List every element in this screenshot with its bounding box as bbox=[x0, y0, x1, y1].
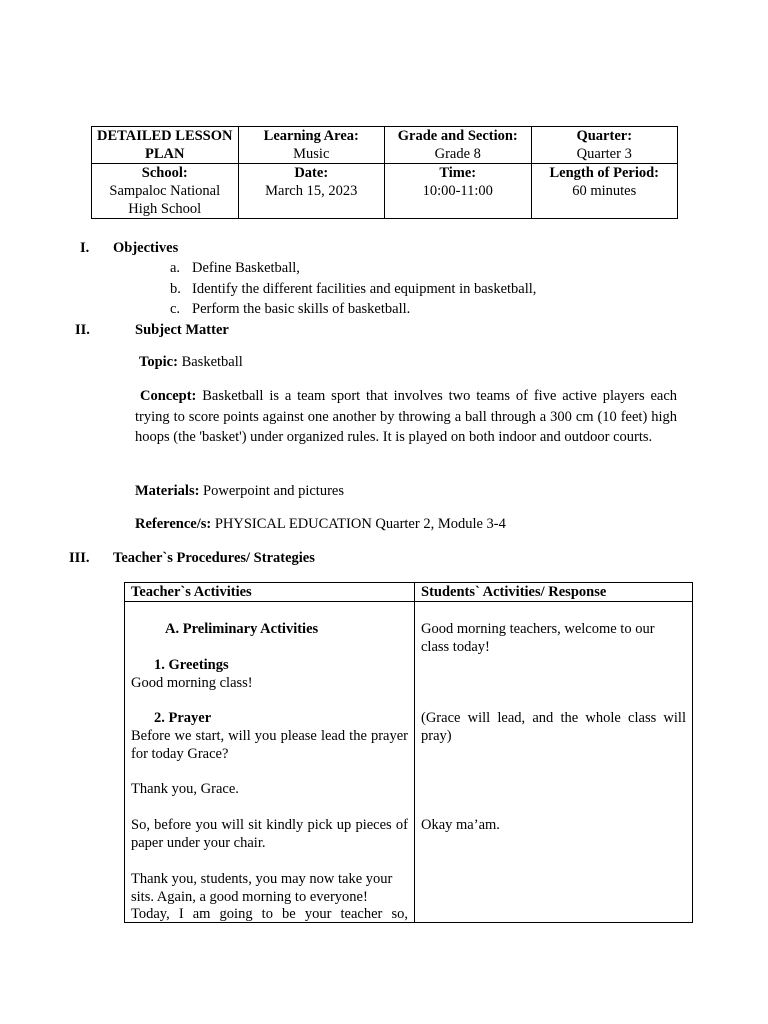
prayer-heading: 2. Prayer bbox=[154, 710, 212, 726]
student-activities-header: Students` Activities/ Response bbox=[415, 583, 693, 602]
learning-area-cell: Learning Area: Music bbox=[238, 127, 385, 164]
response-greeting: Good morning teachers, welcome to our class today! bbox=[421, 621, 655, 655]
length-period-cell: Length of Period: 60 minutes bbox=[531, 164, 678, 219]
concept-paragraph: Concept: Basketball is a team sport that involves two teams of five active players each trying to score points against one another by throwing a ball through a 300 cm (10 feet) high hoops (the 'basket') under organized rules. It is played on both indoor and outdoor courts. bbox=[135, 388, 678, 445]
student-activities-cell bbox=[415, 602, 693, 923]
quarter-cell: Quarter: Quarter 3 bbox=[531, 127, 678, 164]
activities-table bbox=[124, 582, 693, 923]
greeting-text: Good morning class! bbox=[131, 675, 253, 691]
school-cell: School: Sampaloc National High School bbox=[92, 164, 239, 219]
thanks-grace-text: Thank you, Grace. bbox=[131, 781, 239, 797]
sits-text: Thank you, students, you may now take your sits. Again, a good morning to everyone! bbox=[131, 871, 393, 905]
grade-section-cell: Grade and Section: Grade 8 bbox=[385, 127, 532, 164]
section-2-number: II. bbox=[75, 322, 90, 338]
date-cell: Date: March 15, 2023 bbox=[238, 164, 385, 219]
preliminary-heading: A. Preliminary Activities bbox=[165, 621, 319, 637]
teacher-activities-header: Teacher`s Activities bbox=[125, 583, 415, 602]
topic-line: Topic: Basketball bbox=[139, 354, 243, 370]
time-cell: Time: 10:00-11:00 bbox=[385, 164, 532, 219]
response-prayer: (Grace will lead, and the whole class will pray) bbox=[421, 710, 686, 744]
header-title-cell: DETAILED LESSON PLAN bbox=[92, 127, 239, 164]
objective-item: c. Perform the basic skills of basketball. bbox=[170, 301, 411, 317]
section-3-title: Teacher`s Procedures/ Strategies bbox=[113, 550, 315, 566]
section-3-number: III. bbox=[69, 550, 90, 566]
teacher-activities-cell bbox=[125, 602, 415, 923]
section-2-title: Subject Matter bbox=[135, 322, 229, 338]
greetings-heading: 1. Greetings bbox=[154, 657, 229, 673]
section-1-number: I. bbox=[80, 240, 90, 256]
response-okay: Okay ma’am. bbox=[421, 817, 500, 833]
objective-item: a. Define Basketball, bbox=[170, 260, 300, 276]
lesson-plan-header-table bbox=[91, 126, 678, 219]
materials-line: Materials: Powerpoint and pictures bbox=[135, 483, 344, 499]
today-text: Today, I am going to be your teacher so, bbox=[131, 906, 408, 922]
reference-line: Reference/s: PHYSICAL EDUCATION Quarter 2, Module 3-4 bbox=[135, 516, 506, 532]
objective-item: b. Identify the different facilities and equipment in basketball, bbox=[170, 281, 537, 297]
prayer-text: Before we start, will you please lead the prayer for today Grace? bbox=[131, 728, 408, 762]
section-1-title: Objectives bbox=[113, 240, 179, 256]
paper-instruction-text: So, before you will sit kindly pick up pieces of paper under your chair. bbox=[131, 817, 408, 851]
